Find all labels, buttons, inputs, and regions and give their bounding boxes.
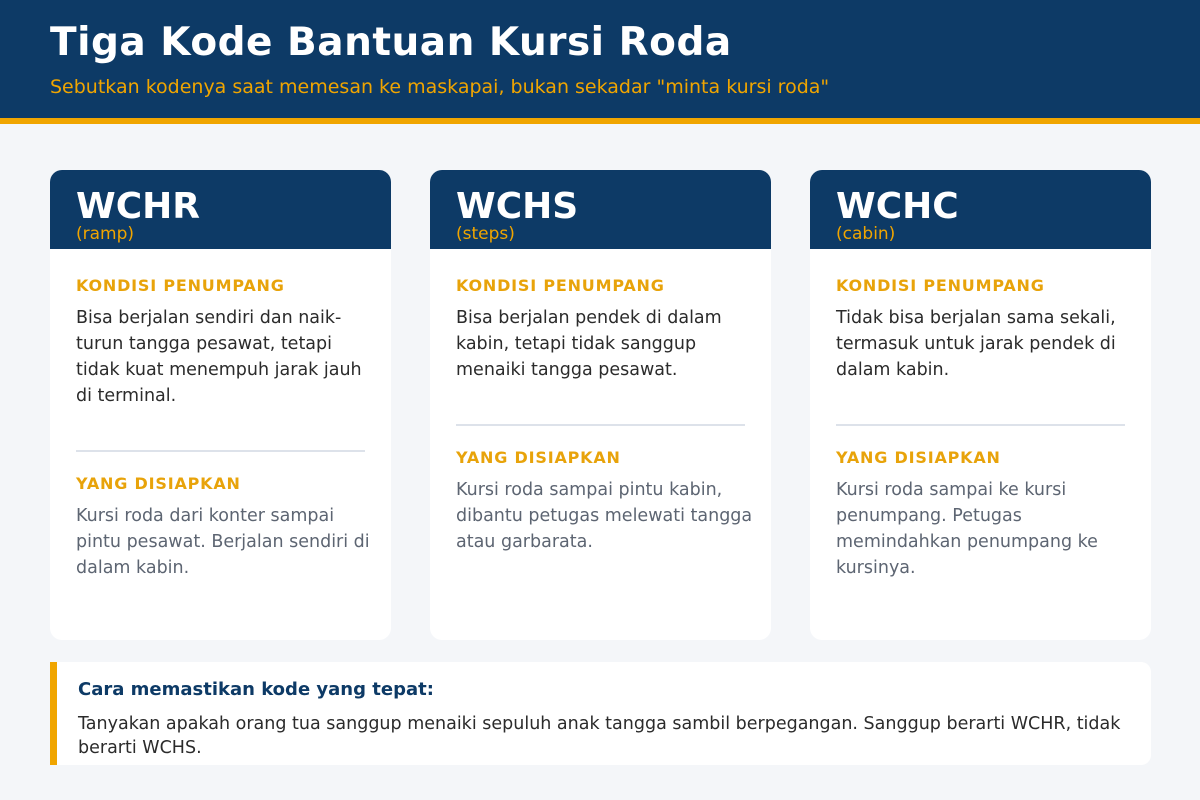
prep-text: Kursi roda sampai ke kursi penumpang. Petugas memindahkan penumpang ke kursinya. [836, 480, 1098, 578]
card-header [810, 170, 1151, 249]
page-subtitle: Sebutkan kodenya saat memesan ke maskapai, bukan sekadar "minta kursi roda" [50, 76, 830, 98]
card-divider [76, 450, 365, 452]
condition-text: Tidak bisa berjalan sama sekali, termasuk untuk jarak pendek di dalam kabin. [836, 308, 1116, 380]
card-divider [456, 424, 745, 426]
prep-label: YANG DISIAPKAN [836, 448, 1001, 467]
condition-label: KONDISI PENUMPANG [456, 276, 665, 295]
code-subtitle: (steps) [456, 224, 515, 244]
code-subtitle: (ramp) [76, 224, 135, 244]
header-banner [0, 0, 1200, 118]
code-title: WCHC [836, 186, 959, 227]
condition-text: Bisa berjalan pendek di dalam kabin, tetapi tidak sanggup menaiki tangga pesawat. [456, 308, 722, 380]
condition-label: KONDISI PENUMPANG [836, 276, 1045, 295]
code-title: WCHR [76, 186, 200, 227]
header-accent-bar [0, 118, 1200, 124]
tip-title: Cara memastikan kode yang tepat: [78, 679, 434, 700]
code-subtitle: (cabin) [836, 224, 896, 244]
card-header [50, 170, 391, 249]
code-title: WCHS [456, 186, 579, 227]
condition-label: KONDISI PENUMPANG [76, 276, 285, 295]
card-wchs [430, 170, 771, 640]
prep-text: Kursi roda sampai pintu kabin, dibantu petugas melewati tangga atau garbarata. [456, 480, 753, 552]
card-divider [836, 424, 1125, 426]
prep-text: Kursi roda dari konter sampai pintu pesawat. Berjalan sendiri di dalam kabin. [76, 506, 370, 578]
card-header [430, 170, 771, 249]
card-wchr [50, 170, 391, 640]
page-title: Tiga Kode Bantuan Kursi Roda [50, 20, 732, 65]
card-wchc [810, 170, 1151, 640]
prep-label: YANG DISIAPKAN [76, 474, 241, 493]
condition-text: Bisa berjalan sendiri dan naik-turun tangga pesawat, tetapi tidak kuat menempuh jarak jauh di terminal. [76, 308, 362, 406]
prep-label: YANG DISIAPKAN [456, 448, 621, 467]
tip-callout [50, 662, 1151, 765]
tip-text: Tanyakan apakah orang tua sanggup menaiki sepuluh anak tangga sambil berpegangan. Sanggup berarti WCHR, tidak berarti WCHS. [78, 714, 1121, 758]
